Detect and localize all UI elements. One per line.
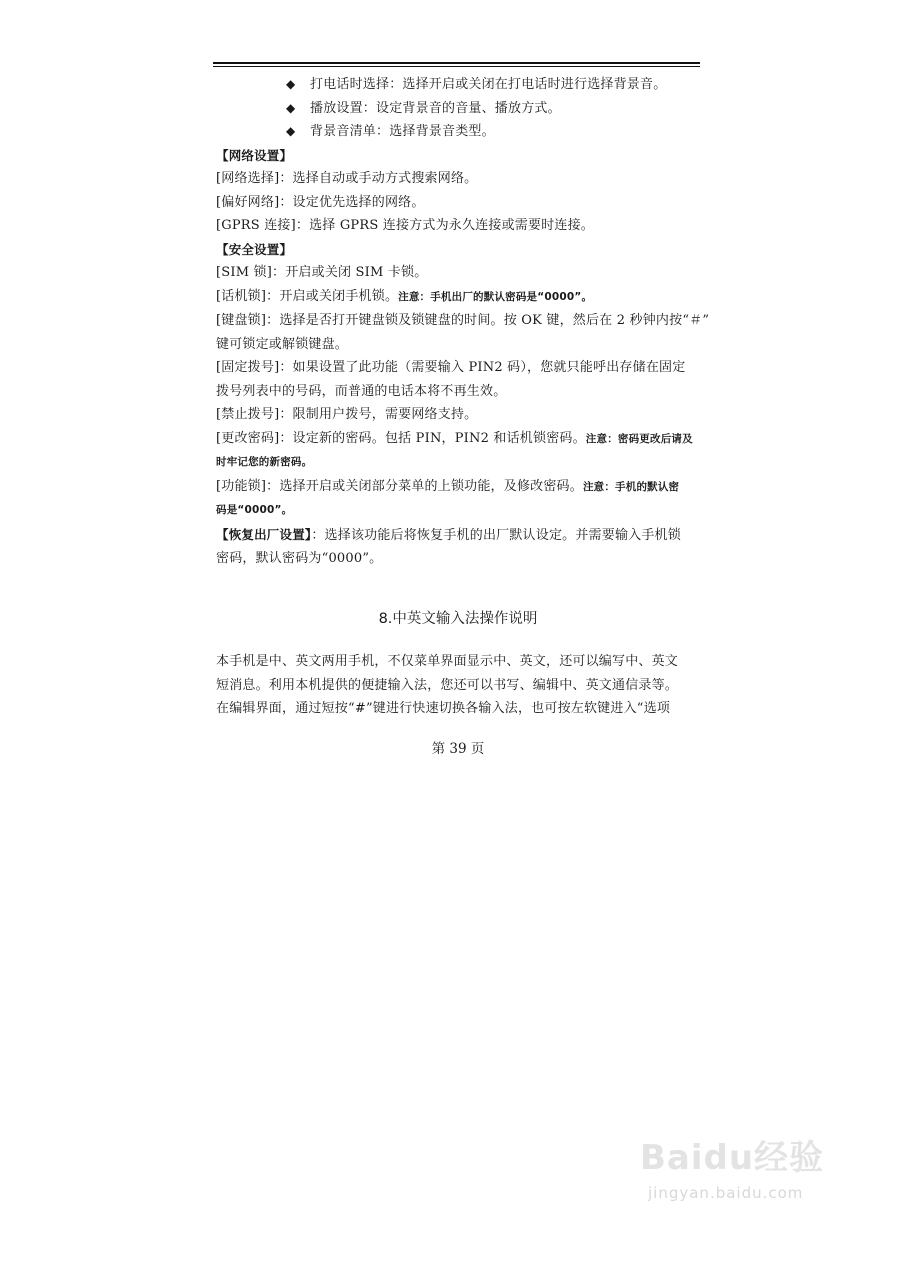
factory-reset-line bbox=[216, 523, 700, 548]
security-settings-heading: 【安全设置】 bbox=[216, 241, 293, 257]
function-lock-note-cont: 码是“0000”。 bbox=[216, 504, 293, 516]
bullet-item: ◆ 打电话时选择：选择开启或关闭在打电话时进行选择背景音。 bbox=[216, 73, 700, 97]
paragraph-line: 短消息。利用本机提供的便捷输入法，您还可以书写、编辑中、英文通信录等。 bbox=[216, 677, 679, 693]
call-barring-text: [禁止拨号]：限制用户拨号，需要网络支持。 bbox=[216, 407, 478, 422]
change-password-text: [更改密码]：设定新的密码。包括 PIN，PIN2 和话机锁密码。 bbox=[216, 430, 586, 446]
phone-lock-text: [话机锁]：开启或关闭手机锁。 bbox=[216, 288, 399, 304]
fixed-dial-text-cont: 拨号列表中的号码，而普通的电话本将不再生效。 bbox=[216, 383, 507, 399]
gprs-connection-text: [GPRS 连接]：选择 GPRS 连接方式为永久连接或需要时连接。 bbox=[216, 218, 594, 233]
diamond-bullet-icon: ◆ bbox=[286, 100, 296, 115]
diamond-bullet-icon: ◆ bbox=[286, 124, 296, 138]
bullet-item: ◆ 背景音清单：选择背景音类型。 bbox=[216, 120, 700, 144]
preferred-network-text: [偏好网络]：设定优先选择的网络。 bbox=[216, 194, 425, 210]
diamond-bullet-icon: ◆ bbox=[286, 77, 296, 91]
watermark-logo: Baidu经验 bbox=[640, 1138, 825, 1178]
section-paragraph bbox=[216, 650, 700, 721]
header-rule-thick bbox=[213, 62, 700, 64]
factory-reset-text-cont: 密码，默认密码为“0000”。 bbox=[216, 551, 383, 566]
change-password-note: 注意：密码更改后请及 bbox=[585, 432, 693, 445]
change-password-line bbox=[216, 427, 700, 452]
baidu-watermark bbox=[640, 1138, 870, 1238]
sim-lock-text: [SIM 锁]：开启或关闭 SIM 卡锁。 bbox=[216, 265, 428, 280]
page-number: 第 39 页 bbox=[431, 741, 485, 757]
paragraph-line: 本手机是中、英文两用手机，不仅菜单界面显示中、英文，还可以编写中、英文 bbox=[216, 654, 679, 669]
paragraph-line: 在编辑界面，通过短按“#”键进行快速切换各输入法，也可按左软键进入“选项 bbox=[216, 701, 671, 716]
function-lock-note: 注意：手机的默认密 bbox=[582, 480, 680, 493]
factory-reset-text: ：选择该功能后将恢复手机的出厂默认设定。并需要输入手机锁 bbox=[311, 527, 681, 543]
phone-lock-note: 注意：手机出厂的默认密码是“0000”。 bbox=[398, 290, 593, 303]
keypad-lock-text: [键盘锁]：选择是否打开键盘锁及锁键盘的时间。按 OK 键，然后在 2 秒钟内按“＃” bbox=[216, 313, 710, 328]
function-lock-line bbox=[216, 475, 700, 500]
bullet-item: ◆ 播放设置：设定背景音的音量、播放方式。 bbox=[216, 97, 700, 121]
function-lock-text: [功能锁]：选择开启或关闭部分菜单的上锁功能，及修改密码。 bbox=[216, 478, 583, 494]
factory-reset-heading: 【恢复出厂设置】 bbox=[216, 526, 312, 542]
fixed-dial-text: [固定拨号]：如果设置了此功能（需要输入 PIN2 码），您就只能呼出存储在固定 bbox=[216, 360, 686, 375]
network-settings-heading: 【网络设置】 bbox=[216, 147, 293, 163]
change-password-note-cont: 时牢记您的新密码。 bbox=[216, 456, 313, 468]
header-rule-thin bbox=[213, 66, 700, 67]
network-select-text: [网络选择]：选择自动或手动方式搜索网络。 bbox=[216, 171, 478, 186]
section-title: 8.中英文输入法操作说明 bbox=[378, 611, 538, 627]
keypad-lock-text-cont: 键可锁定或解锁键盘。 bbox=[216, 336, 349, 352]
watermark-url: jingyan.baidu.com bbox=[648, 1184, 804, 1202]
phone-lock-line bbox=[216, 285, 700, 310]
document-body bbox=[216, 73, 710, 571]
